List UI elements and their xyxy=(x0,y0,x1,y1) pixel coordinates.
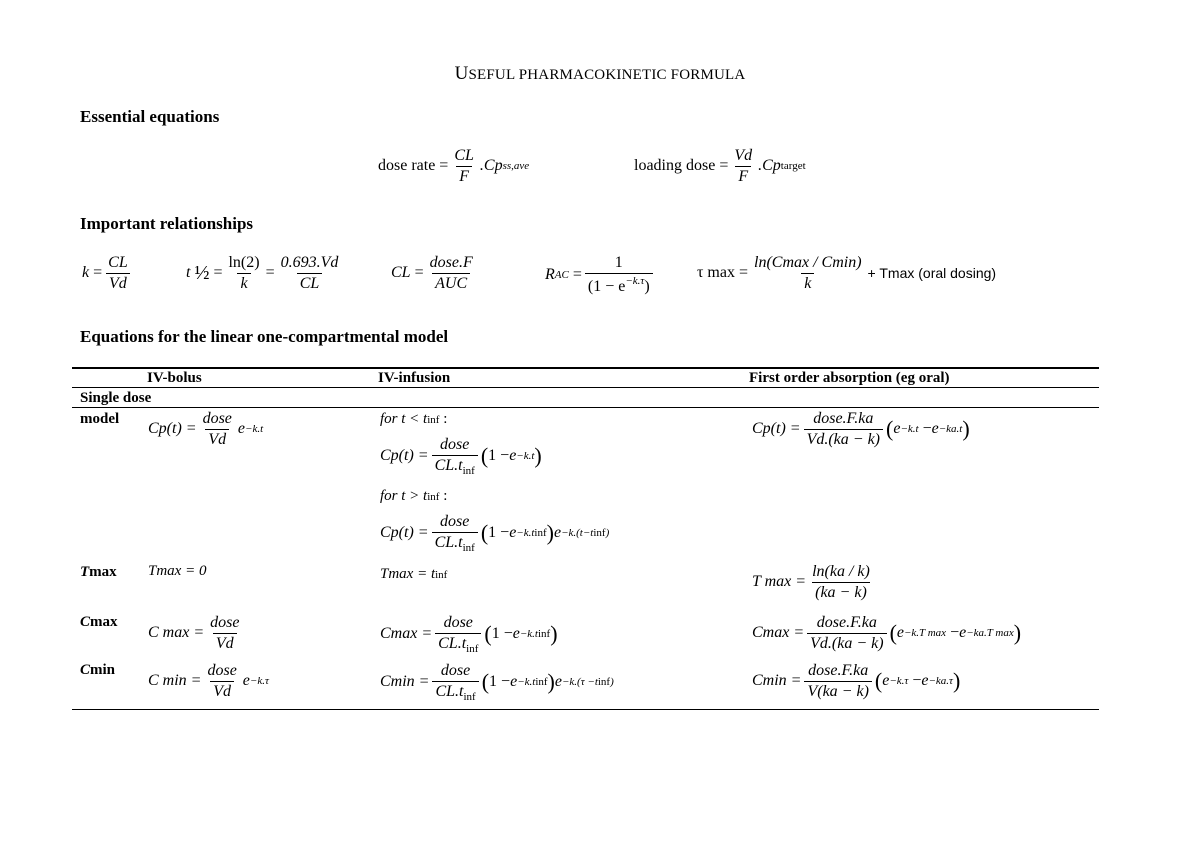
k-equation: k = $\frac{CL}{Vd}$ xyxy=(82,254,134,292)
row-label-cmin: Cmin xyxy=(80,662,116,678)
heading-linear-model: Equations for the linear one-compartmental model xyxy=(80,327,449,346)
model-iv-infusion-during: Cp(t) = $\frac{\text{dose}}{CL.t_{inf}}$ ( 1 − e −k.t ) xyxy=(380,436,542,477)
model-first-order: Cp(t) = $\frac{\text{dose.F.ka}}{Vd.(ka - k)}$ ( e −k.t − e −ka.t ) xyxy=(752,410,970,448)
clearance-equation: CL = $\frac{\text{dose.F}}{\text{AUC}}$ xyxy=(391,254,473,292)
heading-essential: Essential equations xyxy=(80,107,220,126)
row-label-tmax: Tmax xyxy=(80,564,117,580)
dose-rate-equation: dose rate = $\frac{CL}{F}$ .Cp ss,ave xyxy=(378,147,530,185)
accumulation-ratio-equation: R AC = $\frac{1}{(1 - e^{-k.\tau})}$ xyxy=(545,254,656,295)
half-life-equation: t ½ = $\frac{\ln(2)}{k}$ = $\frac{0.693.Vd}{CL}$ xyxy=(186,254,339,292)
single-dose-label: Single dose xyxy=(80,390,152,406)
cmax-iv-bolus: C max = $\frac{\text{dose}}{Vd}$ xyxy=(148,614,240,652)
model-iv-infusion-after: Cp(t) = $\frac{\text{dose}}{CL.t_{inf}}$ ( 1 − e −k.tinf ) e −k.(t−tinf) xyxy=(380,513,610,554)
cmax-first-order: Cmax = $\frac{\text{dose.F.ka}}{Vd.(ka - k)}$ ( e −k.T max − e −ka.T max ) xyxy=(752,614,1022,652)
row-label-model: model xyxy=(80,411,120,427)
table-header-rule xyxy=(72,387,1099,388)
header-iv-bolus: IV-bolus xyxy=(147,370,202,386)
model-iv-bolus: Cp(t) = $\frac{\text{dose}}{Vd}$ e −k.t xyxy=(148,410,264,448)
heading-relationships: Important relationships xyxy=(80,214,254,233)
cmin-first-order: Cmin = $\frac{\text{dose.F.ka}}{V(ka - k)}$ ( e −k.τ − e −ka.τ ) xyxy=(752,662,961,700)
cmax-iv-infusion: Cmax = $\frac{\text{dose}}{CL.t_{inf}}$ ( 1 − e −k.tinf ) xyxy=(380,614,558,655)
loading-dose-equation: loading dose = $\frac{Vd}{F}$ .Cp target xyxy=(634,147,806,185)
table-section-rule xyxy=(72,407,1099,408)
tmax-iv-bolus: Tmax = 0 xyxy=(148,563,207,579)
cmin-iv-infusion: Cmin = $\frac{\text{dose}}{CL.t_{inf}}$ ( 1 − e −k.tinf ) e −k.(τ −tinf) xyxy=(380,662,614,703)
infusion-condition-gt: for t > t inf : xyxy=(380,488,448,504)
cmin-iv-bolus: C min = $\frac{\text{dose}}{Vd}$ e −k.τ xyxy=(148,662,269,700)
page-title: USEFUL PHARMACOKINETIC FORMULA xyxy=(454,63,746,84)
tmax-iv-infusion: Tmax = t inf xyxy=(380,566,448,582)
header-first-order: First order absorption (eg oral) xyxy=(749,370,950,386)
tmax-first-order: T max = $\frac{\ln(ka / k)}{(ka - k)}$ xyxy=(752,563,870,601)
header-iv-infusion: IV-infusion xyxy=(378,370,451,386)
table-bottom-rule xyxy=(72,709,1099,710)
row-label-cmax: Cmax xyxy=(80,614,118,630)
tau-max-equation: τ max = $\frac{\ln(Cmax / Cmin)}{k}$ + Tmax (oral dosing) xyxy=(697,254,997,292)
infusion-condition-lt: for t < t inf : xyxy=(380,411,448,427)
table-top-rule xyxy=(72,367,1099,369)
